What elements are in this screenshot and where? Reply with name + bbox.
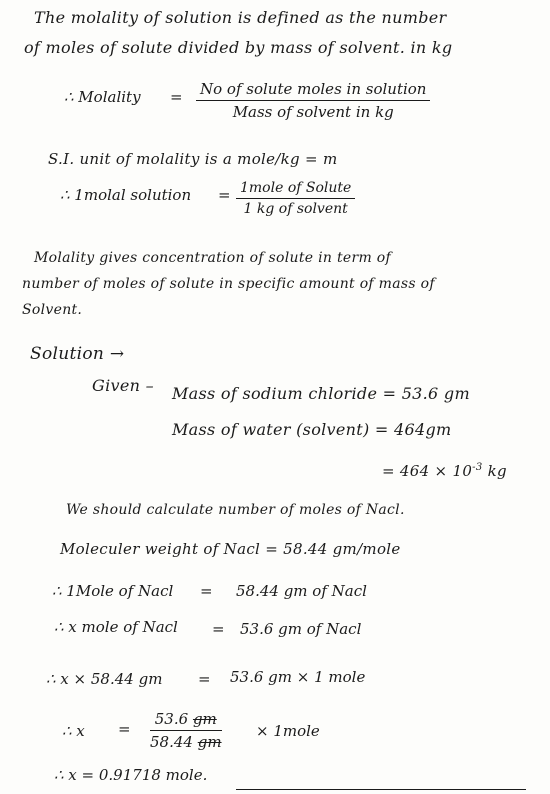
intro-line-1: The molality of solution is defined as the number xyxy=(34,8,447,27)
x-equals: = xyxy=(118,720,131,738)
given-water-mass: Mass of water (solvent) = 464gm xyxy=(172,420,452,439)
one-molal-numerator: 1mole of Solute xyxy=(236,180,355,199)
x-times-mole: × 1mole xyxy=(256,722,320,740)
ratio2-right: 53.6 gm of Nacl xyxy=(240,620,362,638)
x-denominator-value: 58.44 xyxy=(150,733,193,751)
given-water-kg-exponent: -3 xyxy=(472,462,483,473)
cross-multiply-equals: = xyxy=(198,670,211,688)
cross-multiply-right: 53.6 gm × 1 mole xyxy=(230,668,366,686)
description-line-1: Molality gives concentration of solute in term of xyxy=(34,250,392,266)
si-unit-line: S.I. unit of molality is a mole/kg = m xyxy=(48,150,338,168)
result-underline xyxy=(236,789,526,790)
ratio1-equals: = xyxy=(200,582,213,600)
cross-multiply-left: ∴ x × 58.44 gm xyxy=(46,670,163,688)
solution-heading: Solution → xyxy=(30,344,125,364)
ratio2-left: ∴ x mole of Nacl xyxy=(54,618,178,636)
x-label: ∴ x xyxy=(62,722,85,740)
x-numerator-unit-cancelled: gm xyxy=(192,710,217,728)
given-water-kg xyxy=(382,462,507,480)
given-water-kg-value: = 464 × 10 xyxy=(382,462,473,480)
molecular-weight-line: Moleculer weight of Nacl = 58.44 gm/mole xyxy=(60,540,401,558)
one-molal-label: ∴ 1molal solution xyxy=(60,186,192,204)
one-molal-fraction xyxy=(236,180,355,217)
final-result: ∴ x = 0.91718 mole. xyxy=(54,766,208,784)
one-molal-denominator: 1 kg of solvent xyxy=(243,201,348,217)
given-water-kg-unit: kg xyxy=(482,462,507,480)
ratio2-equals: = xyxy=(212,620,225,638)
ratio1-right: 58.44 gm of Nacl xyxy=(236,582,367,600)
molality-fraction xyxy=(196,80,430,121)
x-denominator xyxy=(150,731,222,751)
description-line-3: Solvent. xyxy=(22,302,83,318)
molality-numerator: No of solute moles in solution xyxy=(196,80,430,101)
molality-formula-equals: = xyxy=(170,88,183,106)
step-calculate-moles: We should calculate number of moles of Nacl. xyxy=(66,502,405,518)
x-fraction xyxy=(150,710,222,751)
description-line-2: number of moles of solute in specific amount of mass of xyxy=(22,276,435,292)
x-numerator xyxy=(150,710,222,731)
intro-line-2: of moles of solute divided by mass of solvent. in kg xyxy=(24,38,453,57)
molality-formula-label: ∴ Molality xyxy=(64,88,141,106)
one-molal-equals: = xyxy=(218,186,231,204)
x-numerator-value: 53.6 xyxy=(154,710,189,728)
x-denominator-unit-cancelled: gm xyxy=(197,733,222,751)
molality-denominator: Mass of solvent in kg xyxy=(232,103,394,121)
given-label: Given – xyxy=(92,376,154,395)
ratio1-left: ∴ 1Mole of Nacl xyxy=(52,582,174,600)
given-nacl-mass: Mass of sodium chloride = 53.6 gm xyxy=(172,384,470,403)
